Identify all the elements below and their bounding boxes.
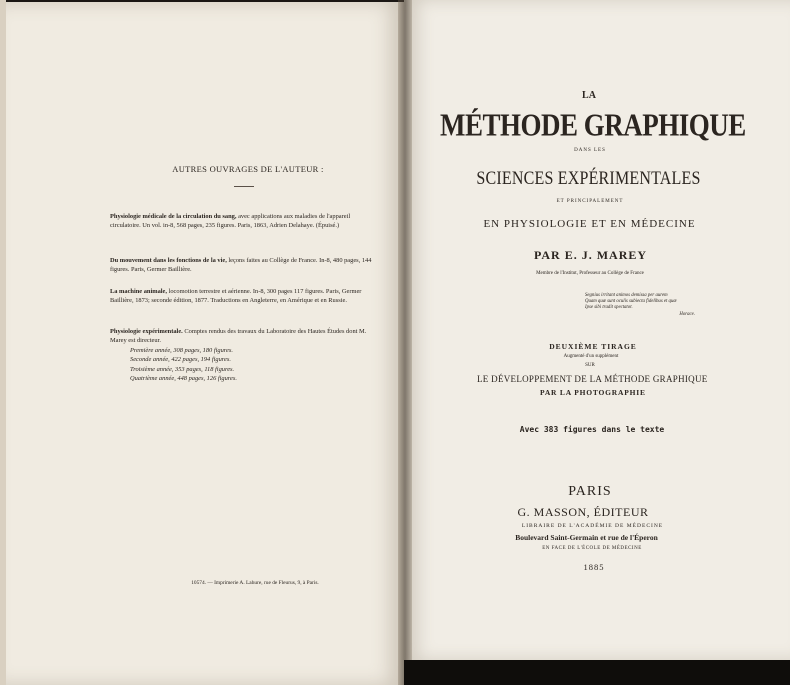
publication-city: PARIS <box>568 484 612 499</box>
work-details: avec applications aux maladies de l'appareil circulatoire. Un vol. in-8, 568 pages, 235 figures. Paris, 1863, Adrien Delahaye. (Épuisé.) <box>110 213 351 230</box>
year-line: Troisième année, 353 pages, 118 figures. <box>130 365 235 373</box>
work-details: leçons faites au Collège de France. In-8, 480 pages, 144 figures. Paris, Germer Baillière. <box>110 257 372 274</box>
figure-count: Avec 383 figures dans le texte <box>519 425 665 434</box>
epigraph-line: Ipse sibi tradit spectator. <box>585 305 633 311</box>
work-details: locomotion terrestre et aérienne. In-8, 300 pages 117 figures. Paris, Germer Baillière, 1873; seconde édition, 1877. Traductions en Angleterre, en Amérique et en Russie. <box>110 288 362 305</box>
sur-line: SUR <box>585 363 595 368</box>
supplement-title: LE DÉVELOPPEMENT DE LA MÉTHODE GRAPHIQUE <box>477 374 708 384</box>
publisher-role: LIBRAIRE DE L'ACADÉMIE DE MÉDECINE <box>521 523 664 529</box>
edition-label: DEUXIÈME TIRAGE <box>549 342 637 351</box>
background-strip <box>404 660 790 685</box>
work-title: La machine animale, <box>110 288 167 295</box>
year-line: Seconde année, 422 pages, 194 figures. <box>130 356 231 364</box>
title-article: LA <box>582 90 596 101</box>
photography-line: PAR LA PHOTOGRAPHIE <box>540 388 646 397</box>
sciences-title: SCIENCES EXPÉRIMENTALES <box>476 168 701 189</box>
work-entry-machine <box>110 287 378 306</box>
supplement-note: Augmenté d'un supplément <box>563 354 619 359</box>
address-note: EN FACE DE L'ÉCOLE DE MÉDECINE <box>542 546 642 551</box>
work-entry-mouvement <box>110 256 378 275</box>
publication-year: 1885 <box>583 562 605 572</box>
publisher-name: G. MASSON, ÉDITEUR <box>517 505 649 519</box>
work-title: Physiologie médicale de la circulation du sang, <box>110 213 237 220</box>
work-entry-physiologie <box>110 327 378 383</box>
work-title: Du mouvement dans les fonctions de la vie, <box>110 257 227 264</box>
work-title: Physiologie expérimentale. <box>110 328 183 335</box>
book-gutter <box>398 0 412 685</box>
physiologie-title: EN PHYSIOLOGIE ET EN MÉDECINE <box>483 218 696 230</box>
year-line: Quatrième année, 448 pages, 126 figures. <box>130 375 237 383</box>
year-line: Première année, 308 pages, 180 figures. <box>130 346 233 354</box>
author-name: PAR E. J. MAREY <box>533 248 648 262</box>
main-title: MÉTHODE GRAPHIQUE <box>440 107 746 143</box>
epigraph-line: Quam quæ sunt oculis subiecta fidelibus et quæ <box>585 299 677 305</box>
other-works-heading: AUTRES OUVRAGES DE L'AUTEUR : <box>172 164 324 174</box>
publisher-address: Boulevard Saint-Germain et rue de l'Éperon <box>515 533 658 542</box>
heading-rule <box>234 186 254 187</box>
author-membership: Membre de l'Institut, Professeur au Collège de France <box>536 271 644 276</box>
epigraph-line: Segnius irritant animos demissa per aurem <box>585 293 668 298</box>
epigraph-attribution: Horace. <box>679 311 695 317</box>
work-details: Comptes rendus des travaux du Laboratoire des Hautes Études dont M. Marey est directeur. <box>110 328 367 345</box>
dans-les-line: DANS LES <box>574 148 606 153</box>
principalement-line: ET PRINCIPALEMENT <box>556 199 624 204</box>
work-entry-circulation <box>110 212 378 231</box>
printer-note: 10574. — Imprimerie A. Lahure, rue de Fleurus, 9, à Paris. <box>191 580 319 586</box>
epigraph <box>585 293 725 318</box>
